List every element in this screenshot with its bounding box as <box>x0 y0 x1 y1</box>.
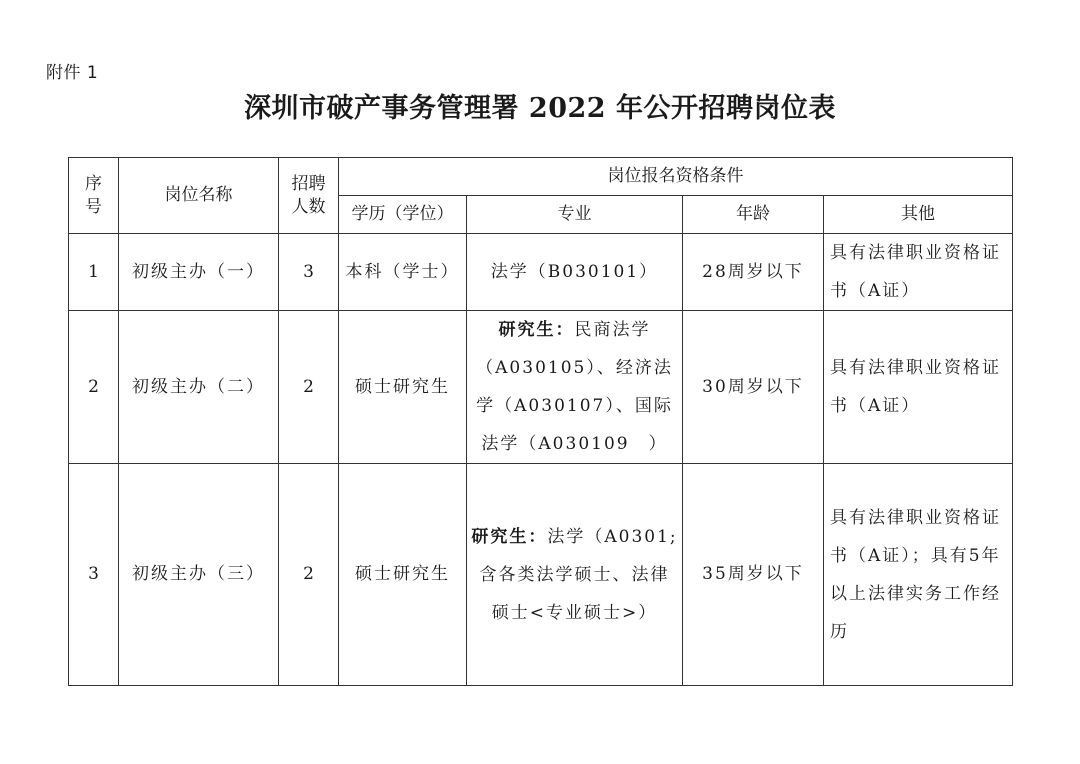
header-seq-bottom: 号 <box>85 196 102 217</box>
header-seq <box>69 158 119 234</box>
row-major-text: 民商法学（A030105）、经济法学（A030107）、国际法学（A030109 ） <box>476 320 673 454</box>
row-major-prefix: 研究生： <box>498 320 575 340</box>
row-major <box>467 234 683 311</box>
table-row <box>69 311 1013 464</box>
row-seq: 1 <box>69 234 119 311</box>
header-education: 学历（学位） <box>339 196 467 234</box>
row-education: 硕士研究生 <box>339 311 467 464</box>
row-other: 具有法律职业资格证书（A证） <box>824 234 1013 311</box>
table-row <box>69 464 1013 686</box>
header-age: 年龄 <box>683 196 824 234</box>
row-other: 具有法律职业资格证书（A证）；具有5年以上法律实务工作经历 <box>824 464 1013 686</box>
row-age: 30周岁以下 <box>683 311 824 464</box>
row-count: 2 <box>279 464 339 686</box>
attachment-label: 附件 1 <box>46 63 99 83</box>
header-recruit-count <box>279 158 339 234</box>
row-count: 2 <box>279 311 339 464</box>
row-age: 28周岁以下 <box>683 234 824 311</box>
row-major <box>467 464 683 686</box>
header-recruit-top: 招聘 <box>291 174 326 195</box>
row-position: 初级主办（三） <box>119 464 279 686</box>
header-seq-top: 序 <box>85 174 102 195</box>
recruitment-table <box>68 157 1013 686</box>
header-row-1 <box>69 158 1013 196</box>
header-major: 专业 <box>467 196 683 234</box>
row-education: 本科（学士） <box>339 234 467 311</box>
row-seq: 3 <box>69 464 119 686</box>
row-major-text: 法学（A0301;含各类法学硕士、法律硕士<专业硕士>） <box>479 526 678 623</box>
row-position: 初级主办（一） <box>119 234 279 311</box>
table-row <box>69 234 1013 311</box>
header-recruit-bottom: 人数 <box>291 196 326 217</box>
row-education: 硕士研究生 <box>339 464 467 686</box>
header-qualifications: 岗位报名资格条件 <box>339 158 1013 196</box>
row-count: 3 <box>279 234 339 311</box>
row-position: 初级主办（二） <box>119 311 279 464</box>
row-age: 35周岁以下 <box>683 464 824 686</box>
page-title: 深圳市破产事务管理署 2022 年公开招聘岗位表 <box>244 93 836 124</box>
header-other: 其他 <box>824 196 1013 234</box>
row-other: 具有法律职业资格证书（A证） <box>824 311 1013 464</box>
row-seq: 2 <box>69 311 119 464</box>
row-major <box>467 311 683 464</box>
row-major-text: 法学（B030101） <box>490 262 659 282</box>
header-position-name: 岗位名称 <box>119 158 279 234</box>
row-major-prefix: 研究生： <box>471 526 548 547</box>
